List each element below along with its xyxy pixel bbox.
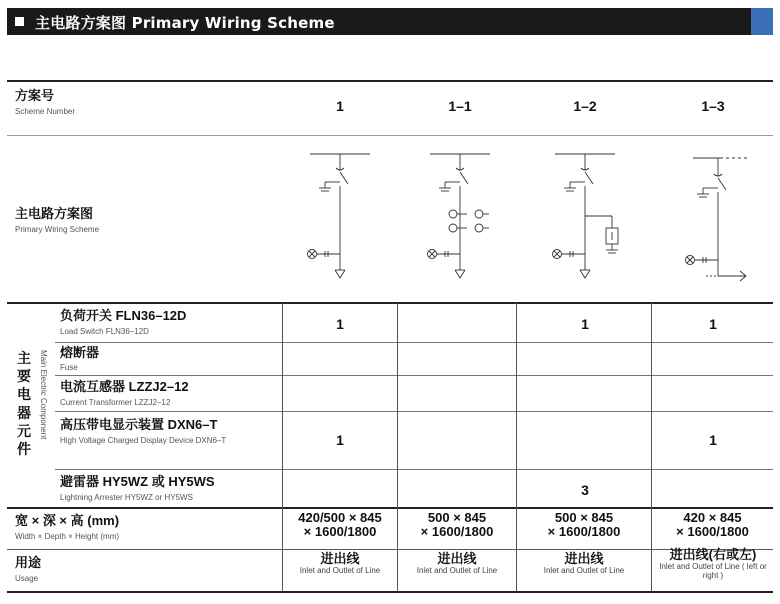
usage-cell: 进出线 Inlet and Outlet of Line [416,551,498,576]
scheme-number: 1–3 [701,98,725,114]
scheme-number: 1 [336,98,344,114]
column-divider [397,303,398,591]
row-divider [7,302,773,304]
scheme-number-label: 方案号 [15,88,55,103]
row-divider [7,507,773,509]
component-group-label-en: Main Electric Component [39,350,48,440]
component-qty: 3 [581,482,589,498]
component-qty: 1 [581,316,589,332]
component-qty: 1 [709,432,717,448]
component-name: 熔断器 [60,345,100,360]
dimensions-cell: 420/500 × 845 × 1600/1800 [298,510,382,540]
diagram-label-en: Primary Wiring Scheme [15,225,100,234]
section-header [7,8,773,35]
usage-label-en: Usage [15,574,39,583]
diagram-label: 主电路方案图 [15,206,94,221]
row-divider [55,469,773,470]
component-name-en: Lightning Arrester HY5WZ or HY5WS [60,493,193,502]
wiring-diagram-scheme-1-3 [668,148,768,296]
dimensions-label-en: Width × Depth × Height (mm) [15,532,120,541]
table-bottom-rule [7,591,773,593]
component-name-en: Fuse [60,363,78,372]
wiring-diagram-scheme-1-1 [415,148,505,293]
dimensions-cell: 500 × 845 × 1600/1800 [420,510,494,540]
wiring-diagram-scheme-1-2 [540,148,635,293]
dimensions-cell: 420 × 845 × 1600/1800 [676,510,749,540]
column-divider [516,303,517,591]
column-divider [282,303,283,591]
usage-label: 用途 [15,555,42,570]
usage-cell: 进出线 Inlet and Outlet of Line [543,551,625,576]
row-divider [55,411,773,412]
row-divider [7,135,773,136]
component-group-label: 主 要 电 器 元 件 [17,350,31,457]
scheme-number-label-en: Scheme Number [15,107,76,116]
scheme-number: 1–1 [448,98,472,114]
component-name: 电流互感器 LZZJ2–12 [60,379,189,394]
row-divider [55,342,773,343]
usage-cell: 进出线(右或左) Inlet and Outlet of Line ( left or right ) [659,547,767,581]
table-top-rule [7,80,773,82]
component-name: 避雷器 HY5WZ 或 HY5WS [60,474,215,489]
component-qty: 1 [336,432,344,448]
row-divider [55,375,773,376]
component-name-en: High Voltage Charged Display Device DXN6–T [60,436,227,445]
component-name: 负荷开关 FLN36–12D [60,308,187,323]
dimensions-label: 宽 × 深 × 高 (mm) [15,513,120,528]
scheme-number: 1–2 [573,98,597,114]
filled-square-icon [15,17,24,26]
wiring-diagram-scheme-1 [295,148,385,293]
component-qty: 1 [709,316,717,332]
component-name: 高压带电显示装置 DXN6–T [60,417,218,432]
header-accent-bar [751,8,773,35]
component-qty: 1 [336,316,344,332]
component-name-en: Load Switch FLN36–12D [60,327,149,336]
section-title: 主电路方案图 Primary Wiring Scheme [35,14,335,32]
dimensions-cell: 500 × 845 × 1600/1800 [547,510,621,540]
usage-cell: 进出线 Inlet and Outlet of Line [299,551,381,576]
component-name-en: Current Transformer LZZJ2–12 [60,398,171,407]
column-divider [651,303,652,591]
